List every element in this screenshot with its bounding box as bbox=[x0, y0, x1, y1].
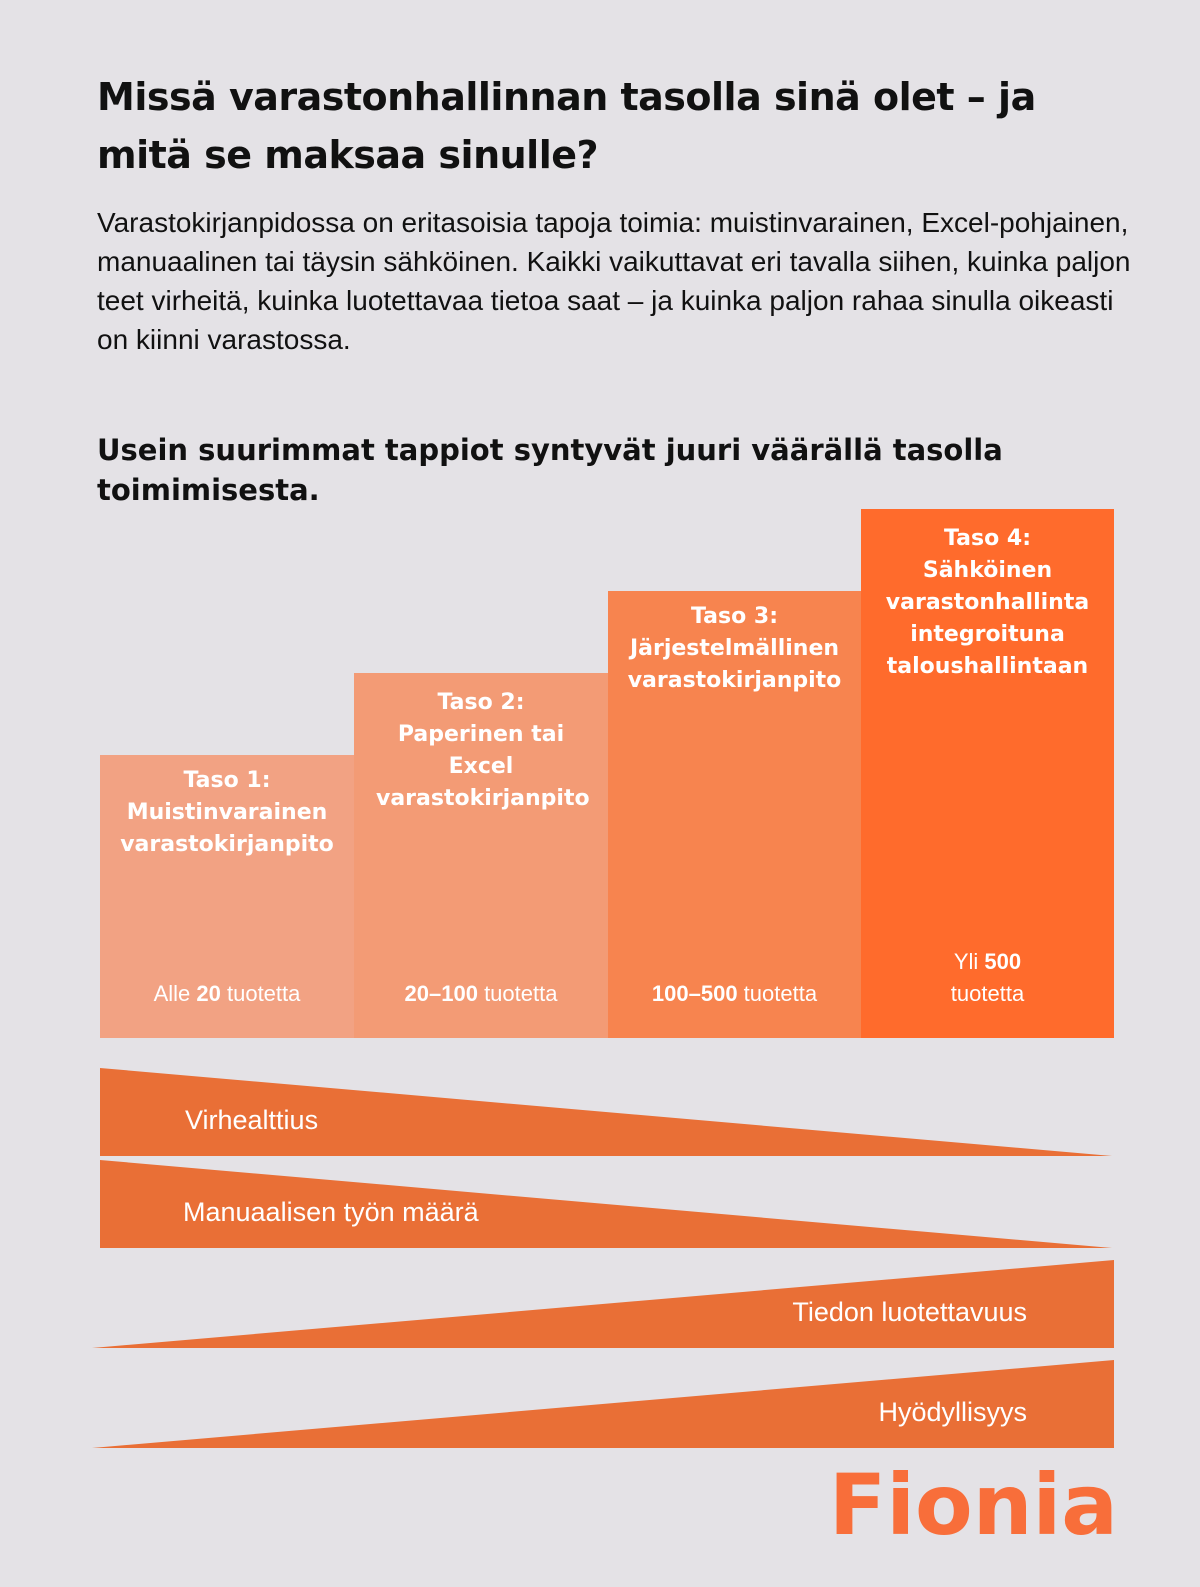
level-2-name: Paperinen tai Excel varastokirjanpito bbox=[376, 722, 590, 811]
intro-paragraph: Varastokirjanpidossa on eritasoisia tapoja toimia: muistinvarainen, Excel-pohjainen, manuaalinen tai täysin sähköinen. Kaikki vaikuttavat eri tavalla siihen, kuinka paljon teet virheitä, kuinka luotettavaa tietoa saat – ja kuinka paljon rahaa sinulla oikeasti on kiinni varastossa. bbox=[97, 207, 1131, 355]
level-2-label: Taso 2: bbox=[437, 690, 525, 715]
level-1-name: Muistinvarainen varastokirjanpito bbox=[120, 800, 334, 857]
level-3-label: Taso 3: bbox=[691, 604, 778, 629]
level-3-product-count: 100–500 tuotetta bbox=[651, 981, 818, 1006]
level-1-label: Taso 1: bbox=[183, 768, 271, 793]
emphasis-statement: Usein suurimmat tappiot syntyvät juuri väärällä tasolla toimimisesta. bbox=[97, 433, 1003, 507]
level-1-product-count: Alle 20 tuotetta bbox=[153, 981, 301, 1006]
level-4-name: Sähköinen varastonhallinta integroituna taloushallintaan bbox=[885, 558, 1090, 679]
fionia-logo: Fionia bbox=[828, 1456, 1118, 1554]
level-4-product-count: Yli 500 tuotetta bbox=[950, 949, 1025, 1006]
level-2-product-count: 20–100 tuotetta bbox=[404, 981, 558, 1006]
page-title: Missä varastonhallinnan tasolla sinä olet – ja mitä se maksaa sinulle? bbox=[97, 75, 1036, 177]
level-3-name: Järjestelmällinen varastokirjanpito bbox=[627, 636, 842, 693]
trend-label-usefulness: Hyödyllisyys bbox=[878, 1397, 1027, 1427]
level-4-label: Taso 4: bbox=[944, 526, 1031, 551]
trend-label-manual-work: Manuaalisen työn määrä bbox=[183, 1197, 479, 1227]
trend-label-error-proneness: Virhealttius bbox=[185, 1105, 319, 1135]
trend-label-data-reliability: Tiedon luotettavuus bbox=[792, 1297, 1027, 1327]
